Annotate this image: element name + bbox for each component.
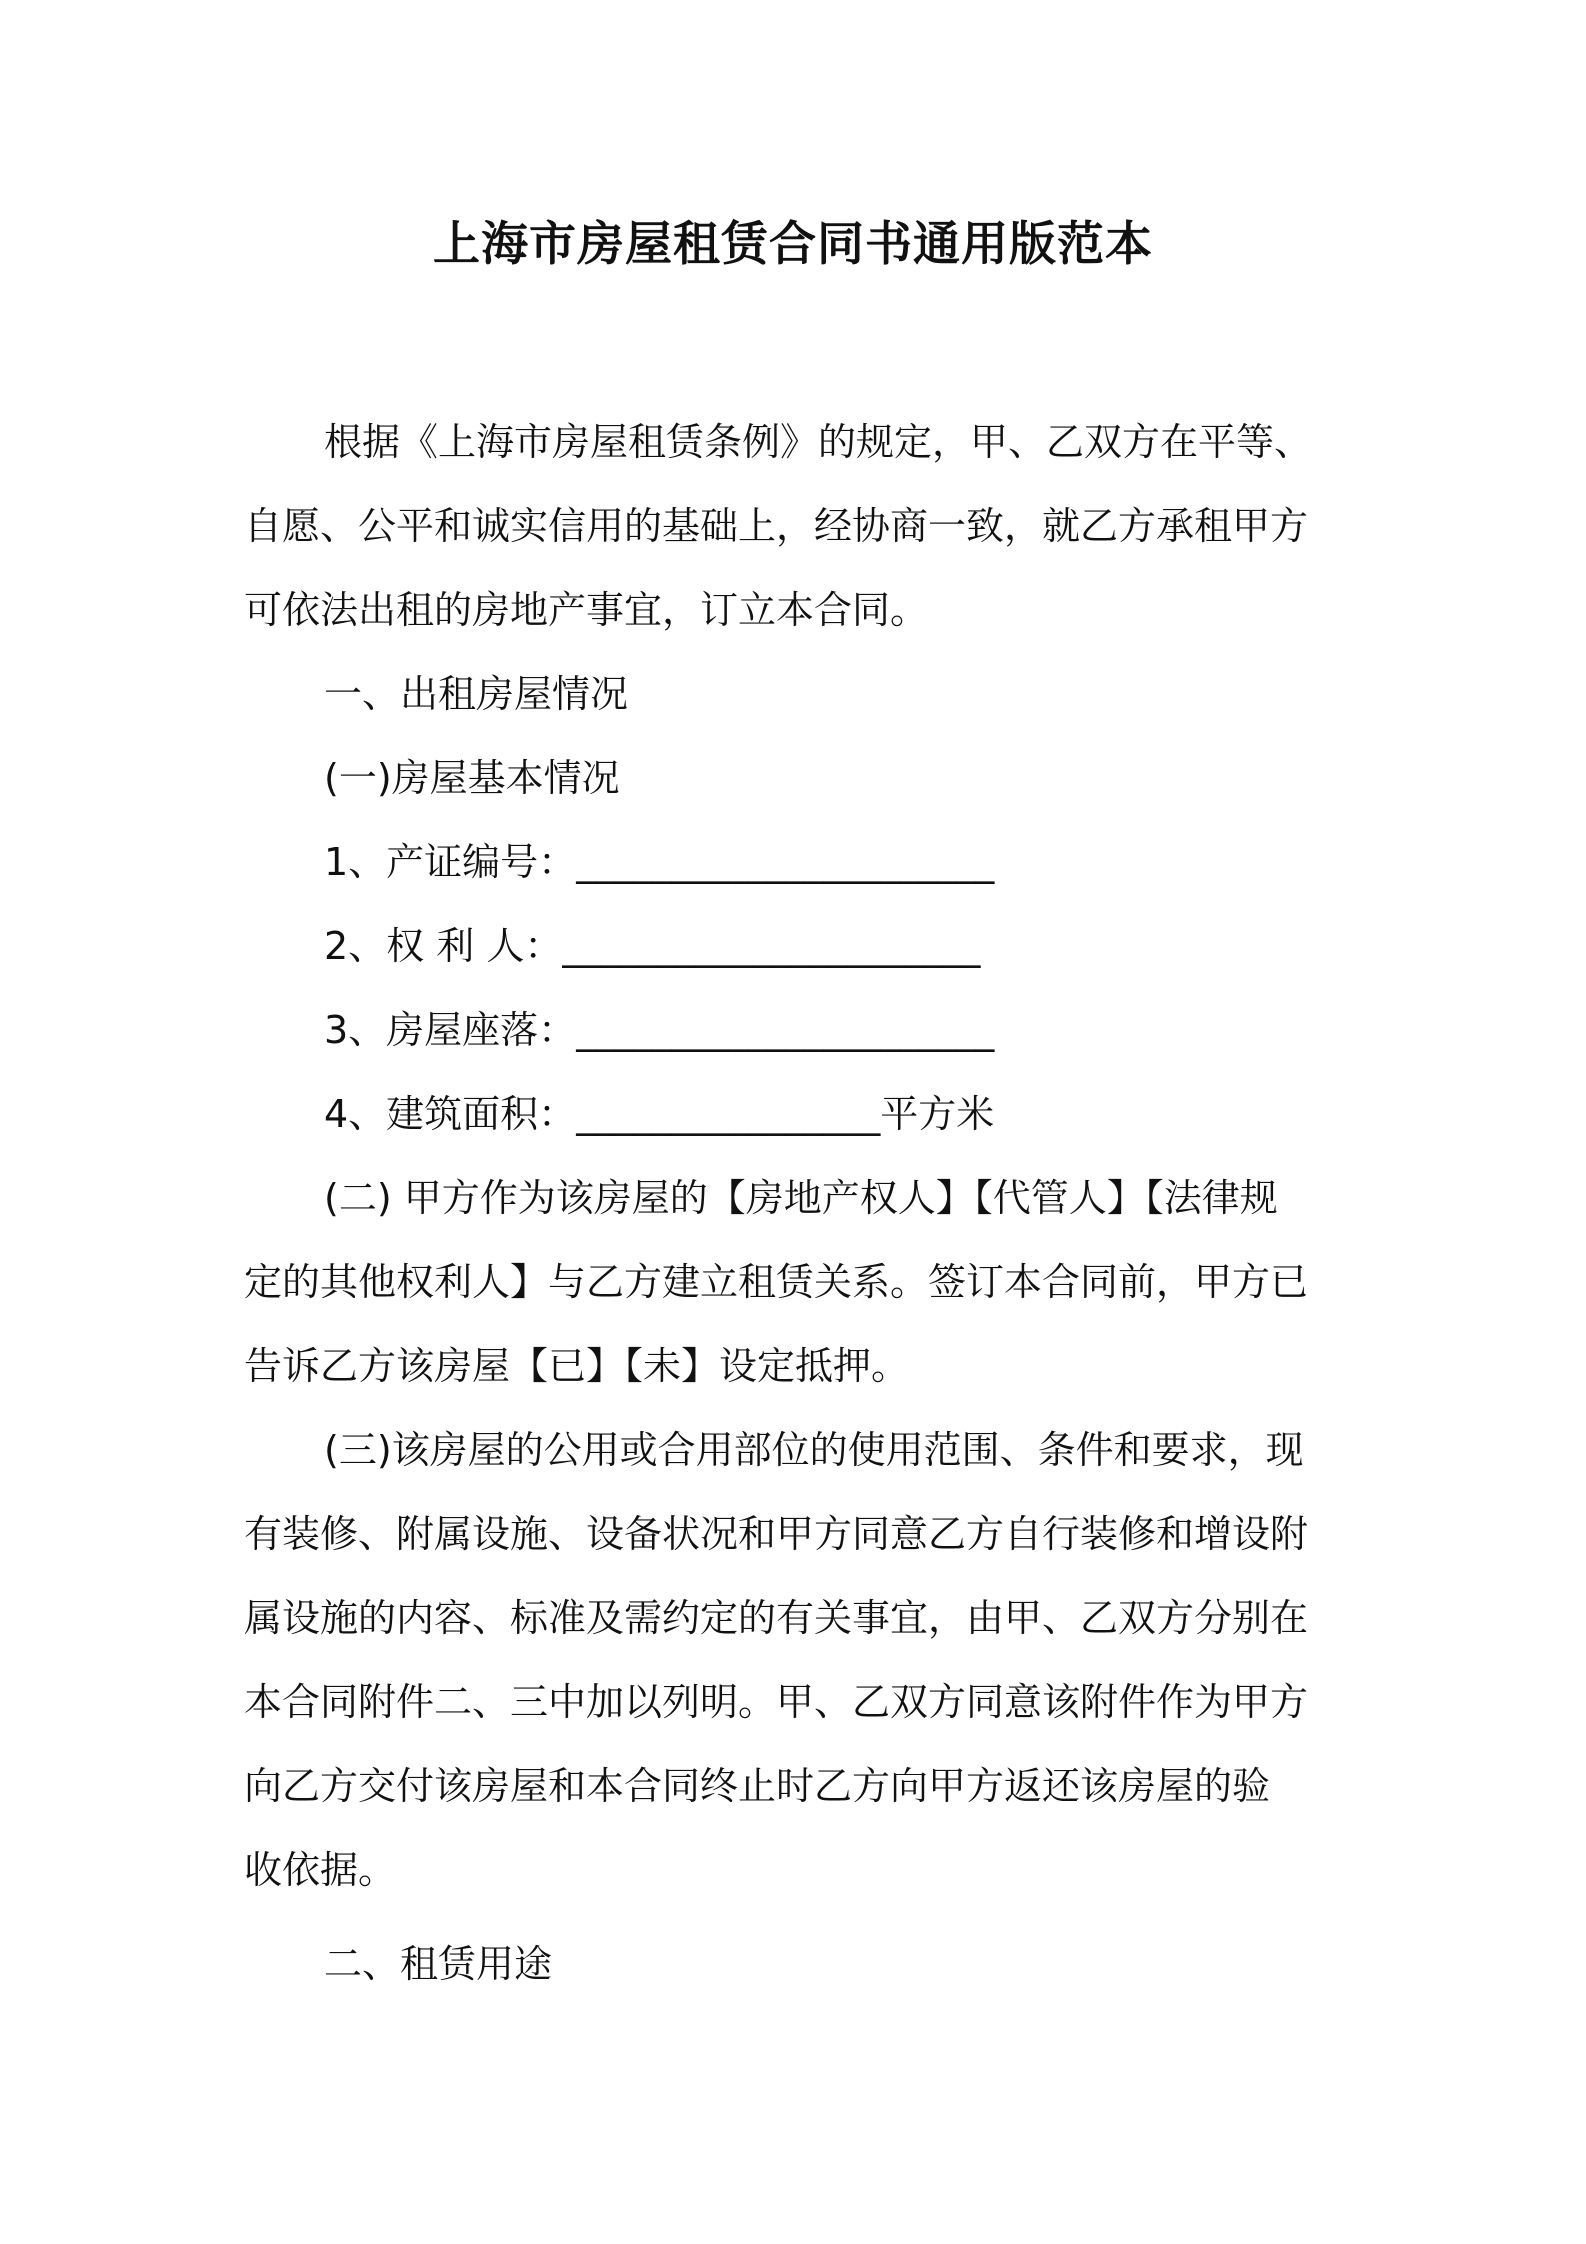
paragraph-line: 本合同附件二、三中加以列明。甲、乙双方同意该附件作为甲方 [244,1680,1309,1724]
paragraph-line: 有装修、附属设施、设备状况和甲方同意乙方自行装修和增设附 [244,1512,1309,1556]
subsection-heading: (一)房屋基本情况 [324,756,620,800]
field-floor-area [244,1072,1352,1156]
field-location [244,988,1352,1072]
paragraph-three [244,1408,1352,1912]
section-heading: 一、出租房屋情况 [324,672,629,716]
paragraph-line: 根据《上海市房屋租赁条例》的规定，甲、乙双方在平等、 [324,420,1313,464]
intro-paragraph [244,400,1352,652]
document-body [244,400,1352,2006]
field-label: 3、房屋座落： [324,1008,577,1052]
paragraph-two [244,1156,1352,1408]
field-label: 2、权 利 人： [324,924,563,968]
paragraph-line: 定的其他权利人】与乙方建立租赁关系。签订本合同前，甲方已 [244,1260,1309,1304]
field-label: 1、产证编号： [324,840,577,884]
unit-label: 平方米 [880,1092,995,1136]
paragraph-line: (二) 甲方作为该房屋的【房地产权人】【代管人】【法律规 [324,1176,1278,1220]
paragraph-line: 收依据。 [244,1848,397,1892]
field-certificate-number [244,820,1352,904]
paragraph-line: 向乙方交付该房屋和本合同终止时乙方向甲方返还该房屋的验 [244,1764,1271,1808]
paragraph-line: (三)该房屋的公用或合用部位的使用范围、条件和要求，现 [324,1428,1304,1472]
fill-in-blank: ______________________ [576,1008,995,1052]
paragraph-line: 告诉乙方该房屋【已】【未】设定抵押。 [244,1344,910,1388]
fill-in-blank: ______________________ [576,840,995,884]
fill-in-blank: ______________________ [562,924,981,968]
section-heading: 二、租赁用途 [324,1942,553,1986]
field-right-holder [244,904,1352,988]
document-title: 上海市房屋租赁合同书通用版范本 [433,217,1153,272]
paragraph-line: 属设施的内容、标准及需约定的有关事宜，由甲、乙双方分别在 [244,1596,1309,1640]
fill-in-blank: ________________ [576,1092,881,1136]
paragraph-line: 可依法出租的房地产事宜，订立本合同。 [244,588,929,632]
paragraph-line: 自愿、公平和诚实信用的基础上，经协商一致，就乙方承租甲方 [244,504,1309,548]
field-label: 4、建筑面积： [324,1092,577,1136]
